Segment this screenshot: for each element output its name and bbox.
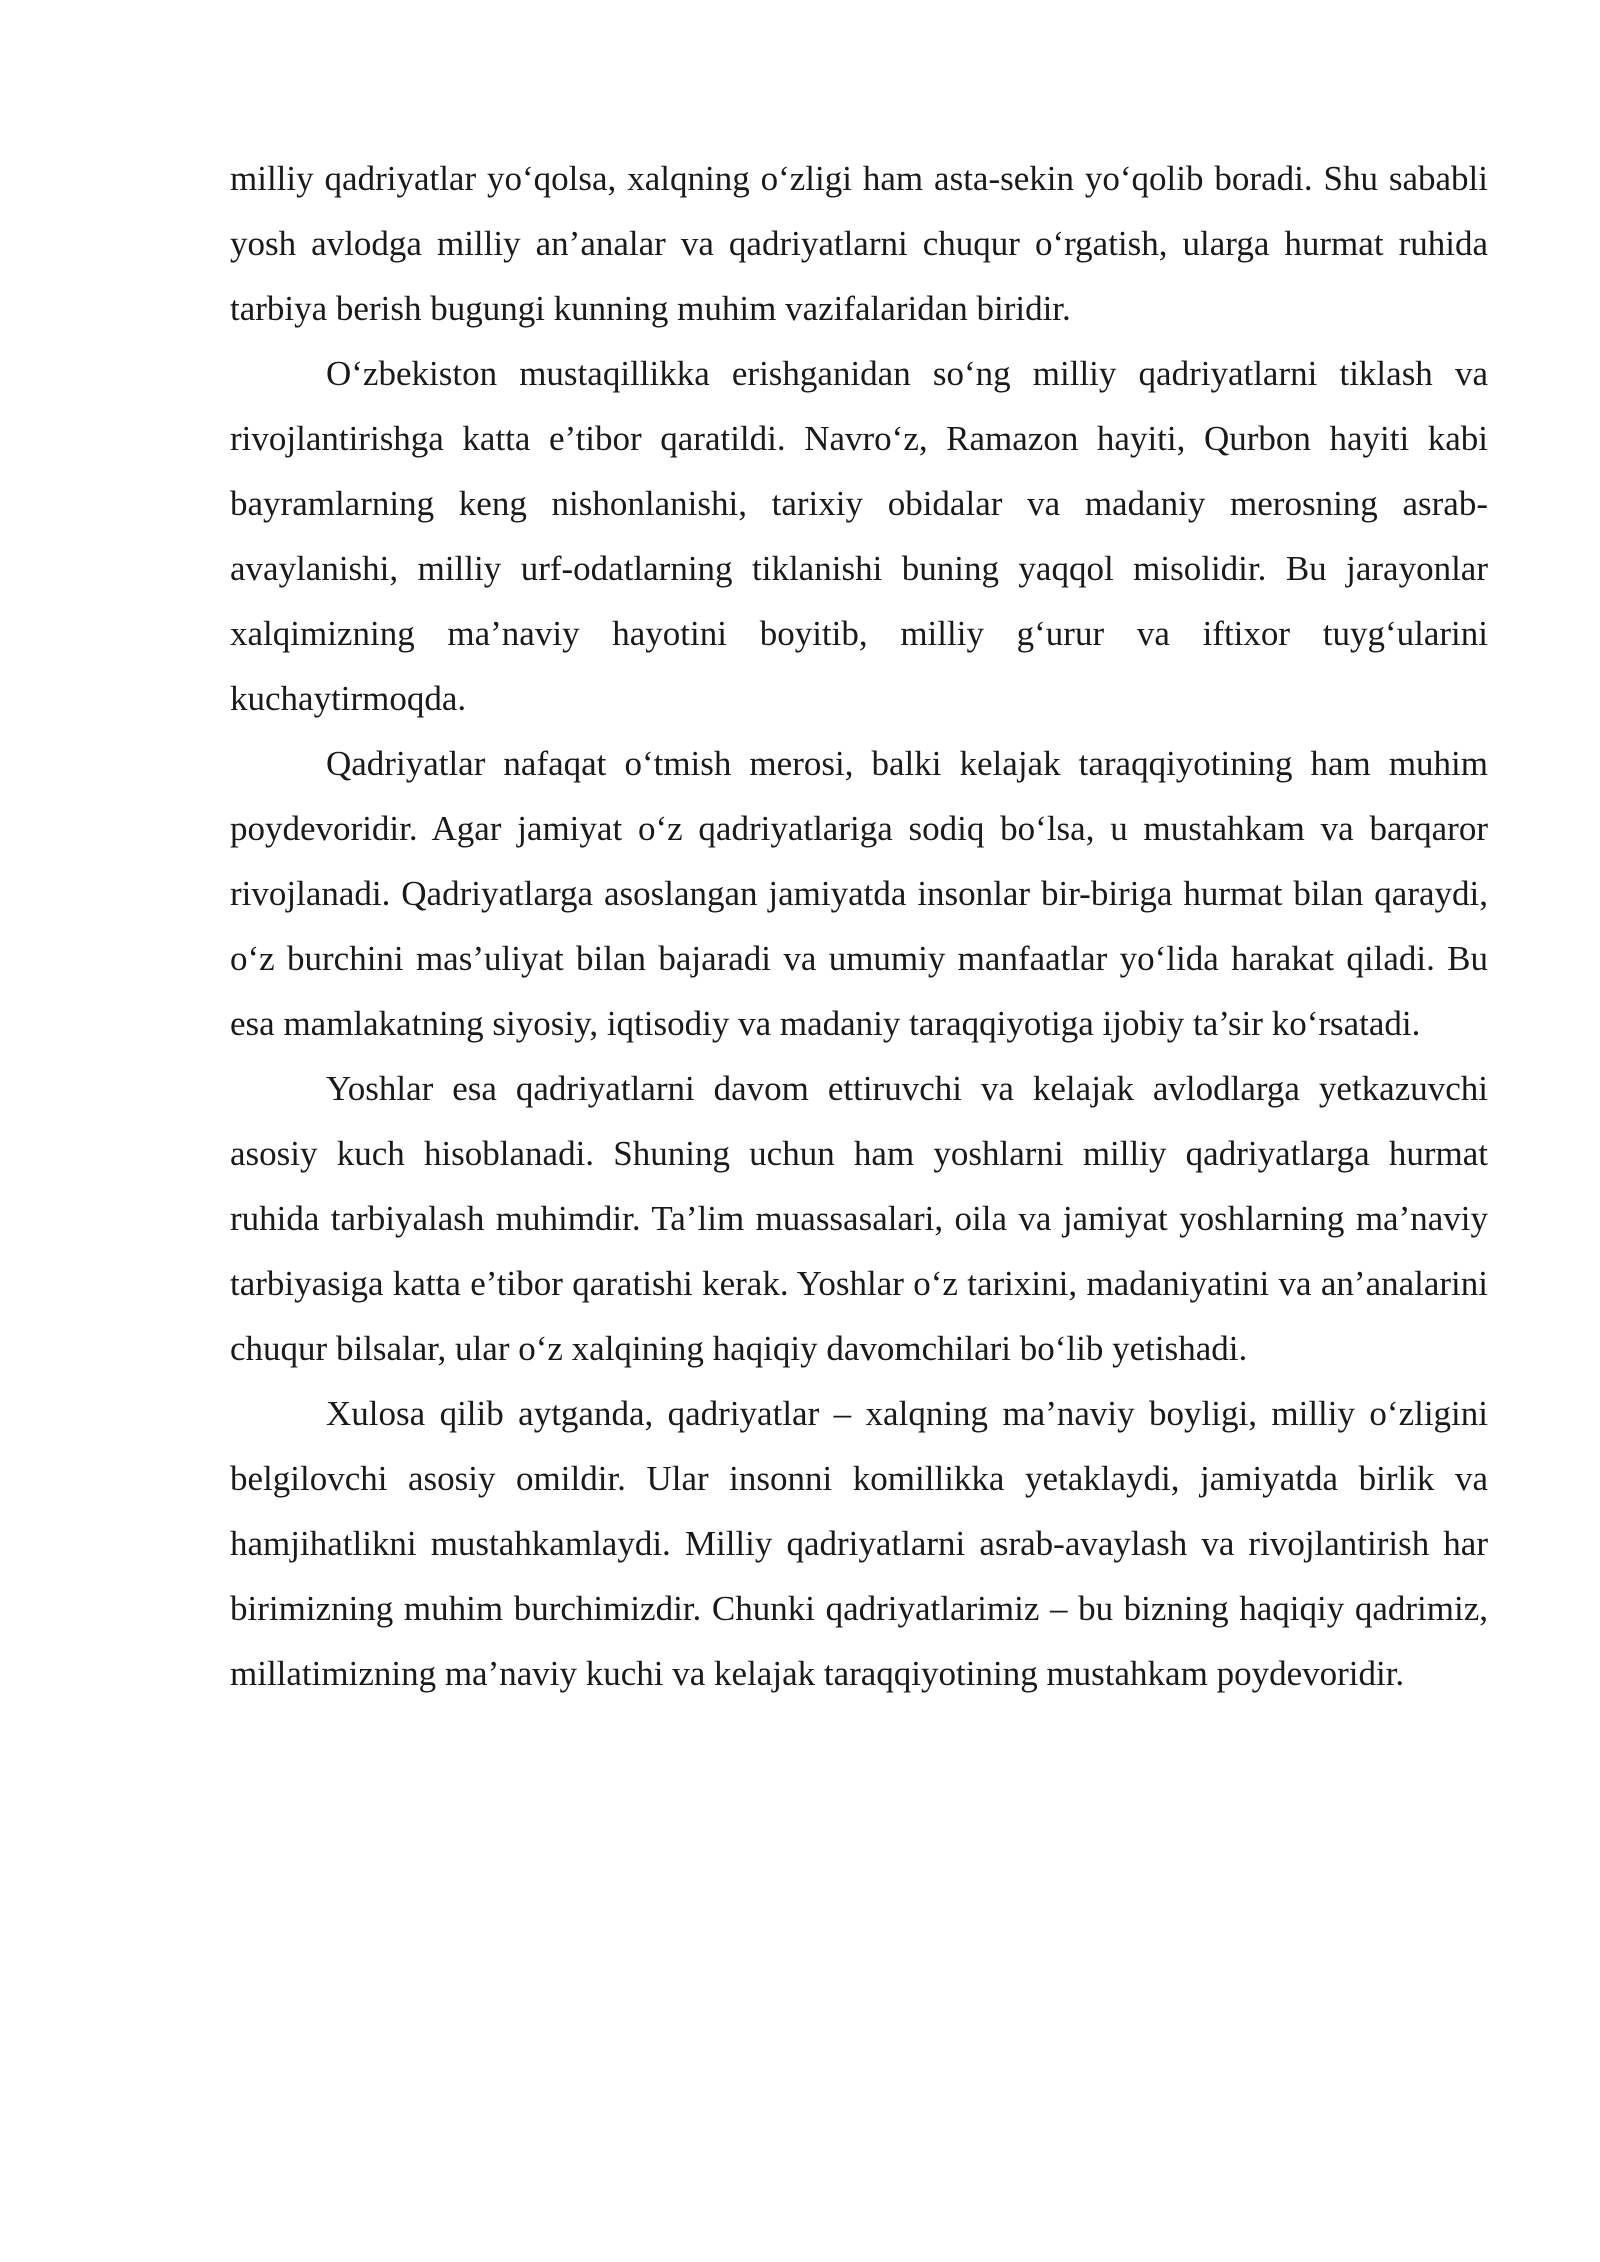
paragraph-2: O‘zbekiston mustaqillikka erishganidan so‘ng milliy qadriyatlarni tiklash va rivojlantirishga katta e’tibor qaratildi. Navro‘z, Ramazon hayiti, Qurbon hayiti kabi bayramlarning keng nishonlanishi, tarixiy obidalar va madaniy merosning asrab-avaylanishi, milliy urf-odatlarning tiklanishi buning yaqqol misolidir. Bu jarayonlar xalqimizning ma’naviy hayotini boyitib, milliy g‘urur va iftixor tuyg‘ularini kuchaytirmoqda. bbox=[230, 354, 1488, 718]
document-body bbox=[230, 146, 1488, 1706]
paragraph-3: Qadriyatlar nafaqat o‘tmish merosi, balki kelajak taraqqiyotining ham muhim poydevoridir. Agar jamiyat o‘z qadriyatlariga sodiq bo‘lsa, u mustahkam va barqaror rivojlanadi. Qadriyatlarga asoslangan jamiyatda insonlar bir-biriga hurmat bilan qaraydi, o‘z burchini mas’uliyat bilan bajaradi va umumiy manfaatlar yo‘lida harakat qiladi. Bu esa mamlakatning siyosiy, iqtisodiy va madaniy taraqqiyotiga ijobiy ta’sir ko‘rsatadi. bbox=[230, 744, 1488, 1043]
paragraph-5: Xulosa qilib aytganda, qadriyatlar – xalqning ma’naviy boyligi, milliy o‘zligini belgilovchi asosiy omildir. Ular insonni komillikka yetaklaydi, jamiyatda birlik va hamjihatlikni mustahkamlaydi. Milliy qadriyatlarni asrab-avaylash va rivojlantirish har birimizning muhim burchimizdir. Chunki qadriyatlarimiz – bu bizning haqiqiy qadrimiz, millatimizning ma’naviy kuchi va kelajak taraqqiyotining mustahkam poydevoridir. bbox=[230, 1394, 1488, 1693]
paragraph-4: Yoshlar esa qadriyatlarni davom ettiruvchi va kelajak avlodlarga yetkazuvchi asosiy kuch hisoblanadi. Shuning uchun ham yoshlarni milliy qadriyatlarga hurmat ruhida tarbiyalash muhimdir. Ta’lim muassasalari, oila va jamiyat yoshlarning ma’naviy tarbiyasiga katta e’tibor qaratishi kerak. Yoshlar o‘z tarixini, madaniyatini va an’analarini chuqur bilsalar, ular o‘z xalqining haqiqiy davomchilari bo‘lib yetishadi. bbox=[230, 1069, 1488, 1368]
paragraph-1: milliy qadriyatlar yo‘qolsa, xalqning o‘zligi ham asta-sekin yo‘qolib boradi. Shu sababli yosh avlodga milliy an’analar va qadriyatlarni chuqur o‘rgatish, ularga hurmat ruhida tarbiya berish bugungi kunning muhim vazifalaridan biridir. bbox=[230, 159, 1488, 328]
